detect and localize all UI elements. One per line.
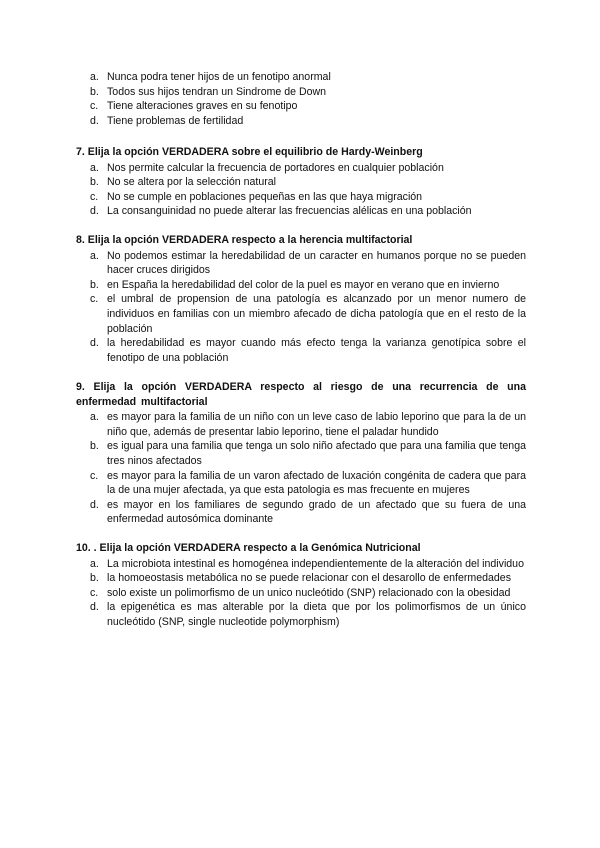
option-text: Nunca podra tener hijos de un fenotipo anormal: [107, 71, 331, 83]
option-item: [76, 85, 526, 100]
option-item: [76, 161, 526, 176]
option-item: [76, 249, 526, 278]
option-text: la heredabilidad es mayor cuando más efecto tenga la varianza genotípica sobre el fenotipo de una población: [107, 337, 526, 364]
question-7: [76, 145, 526, 219]
option-list: [76, 249, 526, 366]
option-letter: d.: [90, 337, 99, 350]
option-item: [76, 292, 526, 336]
question-8: [76, 233, 526, 365]
option-letter: a.: [90, 71, 99, 83]
option-text: Todos sus hijos tendran un Sindrome de Down: [107, 85, 327, 98]
option-item: [76, 204, 526, 219]
option-letter: d.: [90, 114, 99, 127]
question-9: [76, 380, 526, 527]
question-title: 9. Elija la opción VERDADERA respecto al riesgo de una recurrencia de una enfermedad multifactorial: [76, 381, 526, 408]
option-letter: c.: [90, 469, 99, 482]
option-letter: c.: [90, 586, 99, 599]
option-letter: c.: [90, 100, 99, 113]
option-item: [76, 600, 526, 629]
option-letter: b.: [90, 278, 99, 291]
option-item: [76, 498, 526, 527]
option-text: la homoeostasis metabólica no se puede relacionar con el desarollo de enfermedades: [107, 572, 511, 585]
option-list: [76, 410, 526, 527]
option-list: [76, 70, 526, 128]
option-text: Tiene problemas de fertilidad: [107, 114, 244, 127]
option-text: La microbiota intestinal es homogénea independientemente de la alteración del individuo: [107, 557, 524, 570]
option-letter: a.: [90, 411, 99, 424]
option-item: [76, 278, 526, 293]
option-letter: c.: [90, 293, 99, 306]
option-item: [76, 557, 526, 572]
option-item: [76, 586, 526, 601]
option-letter: d.: [90, 601, 99, 614]
option-item: [76, 70, 526, 85]
option-letter: c.: [90, 190, 99, 203]
option-item: [76, 99, 526, 114]
option-text: Nos permite calcular la frecuencia de portadores en cualquier población: [107, 161, 444, 174]
question-title: 8. Elija la opción VERDADERA respecto a la herencia multifactorial: [76, 234, 413, 246]
option-letter: d.: [90, 498, 99, 511]
option-text: No se altera por la selección natural: [107, 176, 277, 189]
option-item: [76, 410, 526, 439]
option-list: [76, 161, 526, 219]
option-text: es mayor para la familia de un niño con un leve caso de labio leporino que para la de un niño que, además de presentar labio leporino, tiene el paladar hundido: [107, 411, 526, 438]
option-text: es mayor en los familiares de segundo grado de un afectado que su fuera de una enfermedad autosómica dominante: [107, 498, 526, 526]
option-letter: b.: [90, 572, 99, 585]
option-text: No podemos estimar la heredabilidad de un caracter en humanos porque no se pueden hacer cruces dirigidos: [107, 249, 526, 277]
option-item: [76, 190, 526, 205]
option-text: es igual para una familia que tenga un solo niño afectado que para una familia que tenga tres ninos afectados: [107, 440, 526, 467]
question-title: 10. . Elija la opción VERDADERA respecto a la Genómica Nutricional: [76, 542, 421, 554]
option-text: La consanguinidad no puede alterar las frecuencias alélicas en una población: [107, 205, 472, 218]
option-item: [76, 469, 526, 498]
option-item: [76, 336, 526, 365]
option-letter: a.: [90, 161, 99, 174]
option-text: No se cumple en poblaciones pequeñas en las que haya migración: [107, 190, 423, 203]
option-letter: a.: [90, 557, 99, 570]
option-letter: b.: [90, 440, 99, 453]
option-text: solo existe un polimorfismo de un unico nucleótido (SNP) relacionado con la obesidad: [107, 586, 511, 599]
option-item: [76, 114, 526, 129]
option-item: [76, 439, 526, 468]
option-letter: b.: [90, 85, 99, 98]
option-letter: d.: [90, 205, 99, 218]
option-letter: a.: [90, 249, 99, 262]
option-list: [76, 557, 526, 630]
option-item: [76, 571, 526, 586]
option-text: el umbral de propension de una patología es alcanzado por un menor numero de individuos en familias con un miembro afecado de dicha patología que en el resto de la población: [107, 293, 526, 335]
option-item: [76, 175, 526, 190]
option-text: Tiene alteraciones graves en su fenotipo: [107, 100, 298, 113]
option-text: es mayor para la familia de un varon afectado de luxación congénita de cadera que para la de una mujer afectada, ya que esta patologia es mas frecuente en mujeres: [107, 469, 526, 497]
question-10: [76, 541, 526, 630]
option-text: la epigenética es mas alterable por la dieta que por los polimorfismos de un único nucleótido (SNP, single nucleotide polymorphism): [107, 601, 526, 628]
question-6-continuation: [76, 70, 526, 128]
option-letter: b.: [90, 176, 99, 189]
question-title: 7. Elija la opción VERDADERA sobre el equilibrio de Hardy-Weinberg: [76, 146, 423, 158]
option-text: en España la heredabilidad del color de la puel es mayor en verano que en invierno: [107, 278, 500, 291]
